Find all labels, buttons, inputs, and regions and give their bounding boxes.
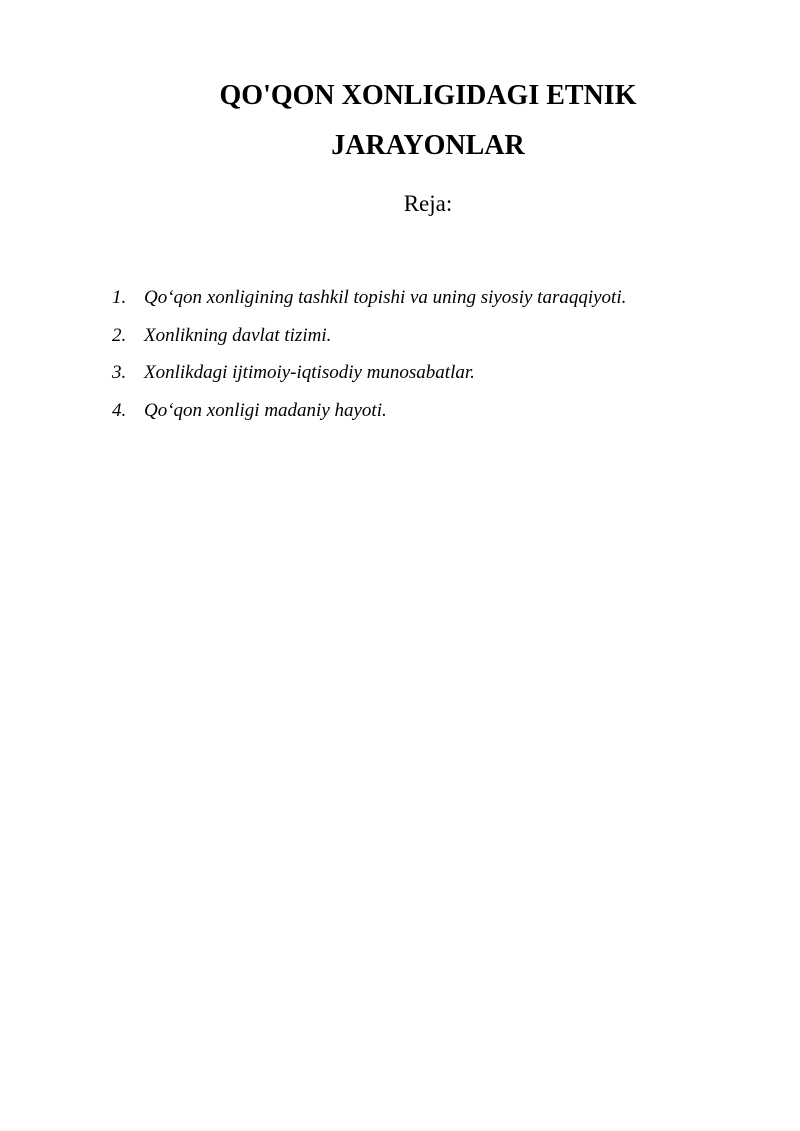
plan-item-2 xyxy=(112,323,752,361)
plan-item-1 xyxy=(112,285,752,323)
document-title-line-2: JARAYONLAR xyxy=(331,130,525,161)
plan-item-number: 2. xyxy=(112,324,127,346)
plan-item-number: 4. xyxy=(112,399,127,421)
plan-item-text: Qo‘qon xonligi madaniy hayoti. xyxy=(144,399,387,421)
plan-item-4 xyxy=(112,398,752,436)
plan-item-number: 3. xyxy=(112,362,127,383)
document-title-line-1: QO'QON XONLIGIDAGI ETNIK xyxy=(219,80,637,111)
plan-item-text: Xonlikdagi ijtimoiy-iqtisodiy munosabatlar. xyxy=(144,362,475,383)
plan-item-text: Xonlikning davlat tizimi. xyxy=(144,324,332,346)
plan-item-3 xyxy=(112,360,752,398)
plan-heading: Reja: xyxy=(403,191,453,216)
plan-item-text: Qo‘qon xonligining tashkil topishi va uning siyosiy taraqqiyoti. xyxy=(144,287,627,308)
plan-list xyxy=(112,285,752,435)
plan-item-number: 1. xyxy=(112,287,127,308)
